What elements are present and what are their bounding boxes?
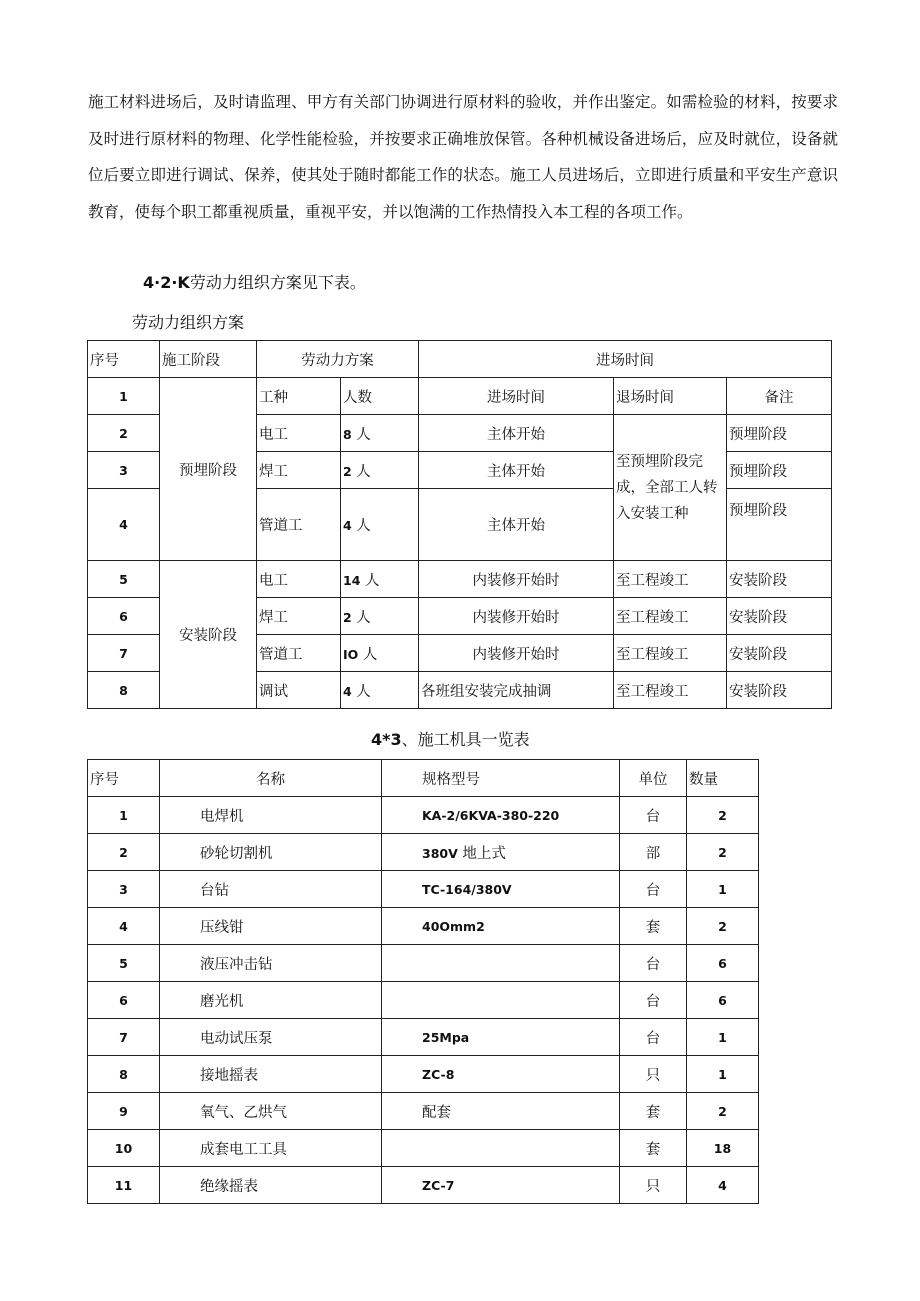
row-spec: KA-2/6KVA-380-220 (382, 797, 620, 834)
count-unit: 人 (358, 646, 378, 663)
labor-header-row (88, 341, 832, 378)
header-qty: 数量 (687, 760, 759, 797)
row-entry: 主体开始 (419, 489, 614, 561)
subheader-entry: 进场时间 (419, 378, 614, 415)
row-seq: 7 (88, 635, 160, 672)
row-seq: 3 (88, 452, 160, 489)
table-row (88, 378, 832, 415)
table-row (88, 561, 832, 598)
header-unit: 单位 (620, 760, 687, 797)
row-note: 安装阶段 (727, 561, 832, 598)
row-trade: 焊工 (257, 598, 341, 635)
table-row (88, 982, 759, 1019)
section-title: 劳动力组织方案见下表。 (189, 273, 366, 292)
row-count (341, 635, 419, 672)
row-unit: 台 (620, 1019, 687, 1056)
table-row (88, 1130, 759, 1167)
row-spec: TC-164/380V (382, 871, 620, 908)
row-qty: 1 (687, 1019, 759, 1056)
subheader-trade: 工种 (257, 378, 341, 415)
header-seq: 序号 (88, 341, 160, 378)
table-row (88, 1056, 759, 1093)
spec-text: 地上式 (457, 845, 506, 862)
row-note: 安装阶段 (727, 598, 832, 635)
row-trade: 管道工 (257, 489, 341, 561)
row-count (341, 598, 419, 635)
row-unit: 台 (620, 797, 687, 834)
row-note: 预埋阶段 (727, 489, 832, 561)
row-name: 电动试压泵 (160, 1019, 382, 1056)
row-exit: 至工程竣工 (614, 561, 727, 598)
row-trade: 调试 (257, 672, 341, 709)
row-trade: 电工 (257, 561, 341, 598)
labor-table-caption: 劳动力组织方案 (132, 313, 245, 332)
row-spec (382, 945, 620, 982)
row-seq: 3 (88, 871, 160, 908)
row-qty: 2 (687, 834, 759, 871)
table-row (88, 797, 759, 834)
row-seq: 4 (88, 908, 160, 945)
count-number: 2 (343, 609, 352, 625)
row-entry: 内装修开始时 (419, 635, 614, 672)
count-unit: 人 (351, 683, 371, 700)
stage-embed: 预埋阶段 (160, 378, 257, 561)
row-entry: 内装修开始时 (419, 598, 614, 635)
row-qty: 18 (687, 1130, 759, 1167)
row-qty: 6 (687, 945, 759, 982)
section-number: 4*3 (371, 730, 402, 749)
section-4-3-heading (371, 727, 530, 750)
row-note: 安装阶段 (727, 635, 832, 672)
row-count (341, 489, 419, 561)
row-unit: 套 (620, 1093, 687, 1130)
row-qty: 1 (687, 1056, 759, 1093)
row-count (341, 672, 419, 709)
subheader-note: 备注 (727, 378, 832, 415)
row-unit: 只 (620, 1167, 687, 1204)
count-unit: 人 (351, 463, 371, 480)
row-unit: 台 (620, 871, 687, 908)
row-seq: 2 (88, 415, 160, 452)
row-seq: 11 (88, 1167, 160, 1204)
row-seq: 8 (88, 672, 160, 709)
spec-number: 380V (422, 845, 458, 861)
row-entry: 主体开始 (419, 452, 614, 489)
row-count (341, 452, 419, 489)
count-unit: 人 (351, 609, 371, 626)
row-seq: 10 (88, 1130, 160, 1167)
header-stage: 施工阶段 (160, 341, 257, 378)
stage-install: 安装阶段 (160, 561, 257, 709)
table-row (88, 945, 759, 982)
subheader-exit: 退场时间 (614, 378, 727, 415)
count-unit: 人 (360, 572, 380, 589)
table-row (88, 1167, 759, 1204)
table-row (88, 834, 759, 871)
row-qty: 6 (687, 982, 759, 1019)
count-number: 2 (343, 463, 352, 479)
row-spec: 25Mpa (382, 1019, 620, 1056)
row-exit: 至工程竣工 (614, 598, 727, 635)
row-seq: 9 (88, 1093, 160, 1130)
row-unit: 只 (620, 1056, 687, 1093)
row-spec (382, 982, 620, 1019)
intro-paragraph: 施工材料进场后，及时请监理、甲方有关部门协调进行原材料的验收，并作出鉴定。如需检验的材料，按要求及时进行原材料的物理、化学性能检验，并按要求正确堆放保管。各种机械设备进场后，应及时就位，设备就位后要立即进行调试、保养，使其处于随时都能工作的状态。施工人员进场后，立即进行质量和平安生产意识教育，使每个职工都重视质量，重视平安，并以饱满的工作热情投入本工程的各项工作。 (88, 93, 838, 221)
row-name: 接地摇表 (160, 1056, 382, 1093)
row-spec: ZC-7 (382, 1167, 620, 1204)
row-name: 砂轮切割机 (160, 834, 382, 871)
subheader-count: 人数 (341, 378, 419, 415)
row-seq: 4 (88, 489, 160, 561)
tools-header-row (88, 760, 759, 797)
row-entry: 主体开始 (419, 415, 614, 452)
row-seq: 7 (88, 1019, 160, 1056)
row-qty: 1 (687, 871, 759, 908)
row-qty: 2 (687, 797, 759, 834)
count-number: IO (343, 646, 359, 662)
section-number: 4·2·K (143, 273, 190, 292)
row-trade: 焊工 (257, 452, 341, 489)
section-4-2-heading (143, 270, 366, 293)
row-spec: 配套 (382, 1093, 620, 1130)
count-number: 14 (343, 572, 361, 588)
row-seq: 6 (88, 982, 160, 1019)
header-plan: 劳动力方案 (257, 341, 419, 378)
row-entry: 各班组安装完成抽调 (419, 672, 614, 709)
count-number: 4 (343, 683, 352, 699)
row-name: 电焊机 (160, 797, 382, 834)
row-seq: 6 (88, 598, 160, 635)
header-spec: 规格型号 (382, 760, 620, 797)
row-seq: 5 (88, 945, 160, 982)
header-name: 名称 (160, 760, 382, 797)
row-unit: 套 (620, 1130, 687, 1167)
row-entry: 内装修开始时 (419, 561, 614, 598)
section-title: 、施工机具一览表 (401, 730, 530, 749)
row-unit: 套 (620, 908, 687, 945)
row-name: 成套电工工具 (160, 1130, 382, 1167)
row-name: 压线钳 (160, 908, 382, 945)
row-count (341, 415, 419, 452)
row-seq: 1 (88, 797, 160, 834)
row-exit: 至工程竣工 (614, 672, 727, 709)
count-unit: 人 (351, 426, 371, 443)
row-spec: ZC-8 (382, 1056, 620, 1093)
row-seq: 2 (88, 834, 160, 871)
row-seq: 1 (88, 378, 160, 415)
row-name: 绝缘摇表 (160, 1167, 382, 1204)
row-seq: 5 (88, 561, 160, 598)
row-exit: 至工程竣工 (614, 635, 727, 672)
tools-table (87, 759, 759, 1204)
row-note: 预埋阶段 (727, 452, 832, 489)
row-name: 磨光机 (160, 982, 382, 1019)
row-qty: 4 (687, 1167, 759, 1204)
table-row (88, 1019, 759, 1056)
row-unit: 台 (620, 982, 687, 1019)
row-note: 预埋阶段 (727, 415, 832, 452)
count-number: 8 (343, 426, 352, 442)
row-note: 安装阶段 (727, 672, 832, 709)
labor-table (87, 340, 832, 709)
row-trade: 电工 (257, 415, 341, 452)
row-name: 台钻 (160, 871, 382, 908)
table-row (88, 908, 759, 945)
row-count (341, 561, 419, 598)
header-seq: 序号 (88, 760, 160, 797)
table-row (88, 871, 759, 908)
embed-exit: 至预埋阶段完成，全部工人转入安装工种 (614, 415, 727, 561)
row-spec: 40Omm2 (382, 908, 620, 945)
row-unit: 台 (620, 945, 687, 982)
row-spec (382, 834, 620, 871)
header-time: 进场时间 (419, 341, 832, 378)
count-number: 4 (343, 518, 352, 533)
row-name: 氧气、乙烘气 (160, 1093, 382, 1130)
row-seq: 8 (88, 1056, 160, 1093)
row-name: 液压冲击钻 (160, 945, 382, 982)
table-row (88, 1093, 759, 1130)
row-qty: 2 (687, 1093, 759, 1130)
row-spec (382, 1130, 620, 1167)
row-qty: 2 (687, 908, 759, 945)
count-unit: 人 (351, 518, 371, 534)
row-trade: 管道工 (257, 635, 341, 672)
row-unit: 部 (620, 834, 687, 871)
